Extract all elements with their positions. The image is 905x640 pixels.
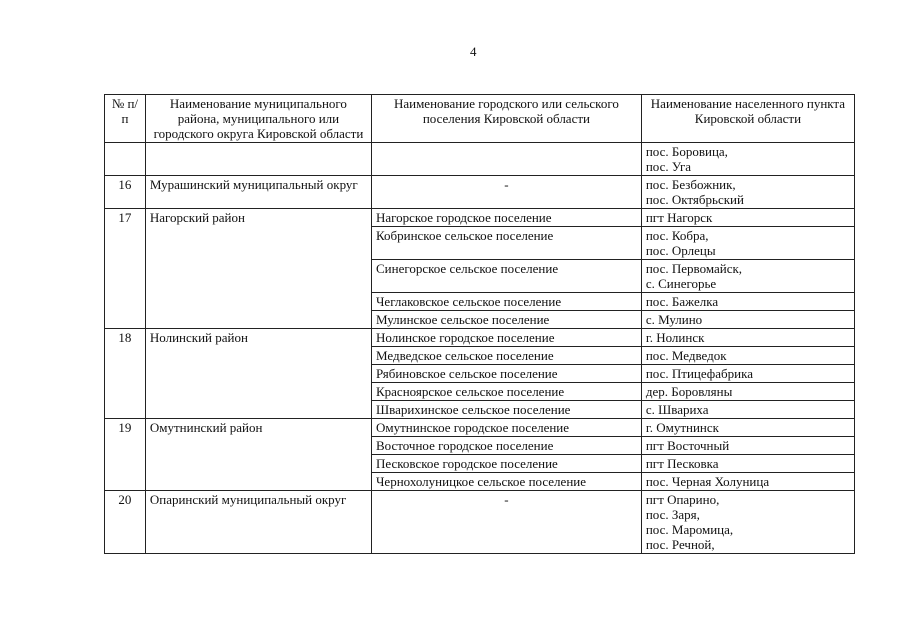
header-locality: Наименование населенного пункта Кировской области	[641, 95, 854, 143]
locality-name: пос. Кобра,	[645, 228, 709, 243]
cell-locality: с. Швариха	[641, 401, 854, 419]
locality-name: пгт Опарино,	[645, 492, 720, 507]
page-number: 4	[470, 44, 477, 59]
table-row	[105, 419, 855, 437]
cell-locality: дер. Боровляны	[641, 383, 854, 401]
cell-locality: пос. Бажелка	[641, 293, 854, 311]
cell-district	[145, 143, 371, 176]
cell-settlement: Восточное городское поселение	[371, 437, 641, 455]
cell-settlement: -	[371, 491, 641, 554]
cell-num: 18	[105, 329, 146, 419]
settlements-table	[104, 94, 855, 554]
table-row	[105, 176, 855, 209]
header-settlement: Наименование городского или сельского поселения Кировской области	[371, 95, 641, 143]
locality-name: пос. Боровица,	[645, 144, 728, 159]
header-district: Наименование муниципального района, муниципального или городского округа Кировской области	[145, 95, 371, 143]
locality-name: пос. Первомайск,	[645, 261, 743, 276]
cell-locality: пос. Медведок	[641, 347, 854, 365]
cell-locality: пос. Птицефабрика	[641, 365, 854, 383]
locality-name: пос. Октябрьский	[645, 192, 744, 207]
cell-settlement: Нагорское городское поселение	[371, 209, 641, 227]
locality-name: пос. Речной,	[645, 537, 715, 552]
table-row	[105, 491, 855, 554]
cell-settlement: Омутнинское городское поселение	[371, 419, 641, 437]
locality-name: пос. Маромица,	[645, 522, 734, 537]
cell-locality: г. Омутнинск	[641, 419, 854, 437]
cell-settlement: Нолинское городское поселение	[371, 329, 641, 347]
cell-locality	[641, 260, 854, 293]
cell-locality: пгт Нагорск	[641, 209, 854, 227]
cell-district: Нолинский район	[145, 329, 371, 419]
cell-settlement: Мулинское сельское поселение	[371, 311, 641, 329]
cell-settlement: Медведское сельское поселение	[371, 347, 641, 365]
cell-settlement: Красноярское сельское поселение	[371, 383, 641, 401]
table-row	[105, 209, 855, 227]
locality-name: с. Синегорье	[645, 276, 717, 291]
cell-district: Нагорский район	[145, 209, 371, 329]
cell-settlement: Чеглаковское сельское поселение	[371, 293, 641, 311]
locality-name: пос. Уга	[645, 159, 692, 174]
cell-settlement: Рябиновское сельское поселение	[371, 365, 641, 383]
cell-settlement: -	[371, 176, 641, 209]
table-row	[105, 329, 855, 347]
cell-district: Омутнинский район	[145, 419, 371, 491]
cell-settlement: Шварихинское сельское поселение	[371, 401, 641, 419]
cell-settlement: Песковское городское поселение	[371, 455, 641, 473]
cell-num: 16	[105, 176, 146, 209]
cell-locality	[641, 227, 854, 260]
cell-num	[105, 143, 146, 176]
locality-name: пос. Орлецы	[645, 243, 716, 258]
cell-num: 17	[105, 209, 146, 329]
cell-locality: пгт Восточный	[641, 437, 854, 455]
cell-settlement	[371, 143, 641, 176]
cell-locality	[641, 491, 854, 554]
cell-locality: пос. Черная Холуница	[641, 473, 854, 491]
table-row	[105, 143, 855, 176]
cell-settlement: Синегорское сельское поселение	[371, 260, 641, 293]
cell-settlement: Кобринское сельское поселение	[371, 227, 641, 260]
cell-locality: пгт Песковка	[641, 455, 854, 473]
cell-locality	[641, 176, 854, 209]
cell-locality: г. Нолинск	[641, 329, 854, 347]
cell-district: Мурашинский муниципальный округ	[145, 176, 371, 209]
header-num: № п/п	[105, 95, 146, 143]
cell-locality	[641, 143, 854, 176]
cell-district: Опаринский муниципальный округ	[145, 491, 371, 554]
locality-name: пос. Безбожник,	[645, 177, 736, 192]
cell-num: 19	[105, 419, 146, 491]
cell-num: 20	[105, 491, 146, 554]
cell-settlement: Чернохолуницкое сельское поселение	[371, 473, 641, 491]
locality-name: пос. Заря,	[645, 507, 700, 522]
table-header-row	[105, 95, 855, 143]
cell-locality: с. Мулино	[641, 311, 854, 329]
